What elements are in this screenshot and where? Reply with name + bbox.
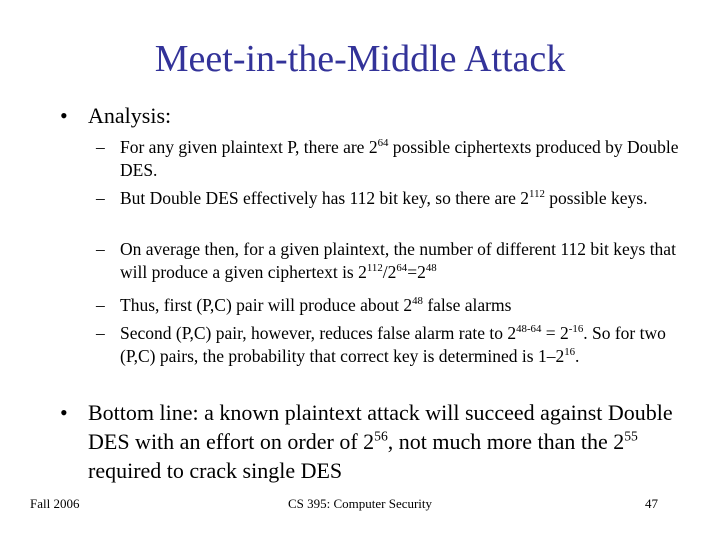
bullet-text: Bottom line: a known plaintext attack will succeed against Double DES with an effort on order of $2^{56}$, not much more than the $2^{55}$ required to crack single DES: [88, 400, 673, 483]
dash-marker: –: [96, 323, 105, 343]
subbullet-text: Second (P,C) pair, however, reduces false alarm rate to $2^{48-64} = 2^{-16}$. So for two (P,C) pairs, the probability that correct key is determined is $1-2^{16}$.: [120, 323, 666, 366]
subbullet-text: For any given plaintext P, there are $2^{64}$ possible ciphertexts produced by Double DES.: [120, 137, 679, 180]
bullet-marker: •: [60, 103, 68, 128]
subbullet-5: [96, 322, 696, 368]
subbullet-text: On average then, for a given plaintext, the number of different 112 bit keys that will produce a given ciphertext is $2^{112}/2^{64}=2^{48}$: [120, 239, 676, 282]
footer-page-number: 47: [645, 496, 658, 511]
bullet-analysis: [60, 101, 680, 130]
subbullet-4: [96, 294, 696, 317]
dash-marker: –: [96, 188, 105, 208]
bullet-text: Analysis:: [88, 103, 172, 128]
footer-course: CS 395: Computer Security: [287, 496, 433, 511]
bullet-bottom-line: [60, 398, 680, 485]
dash-marker: –: [96, 295, 105, 315]
subbullet-2: [96, 187, 696, 210]
subbullet-1: [96, 136, 696, 182]
dash-marker: –: [96, 239, 105, 259]
subbullet-3: [96, 238, 696, 284]
subbullet-text: But Double DES effectively has 112 bit key, so there are $2^{112}$ possible keys.: [120, 188, 648, 208]
dash-marker: –: [96, 137, 105, 157]
subbullet-text: Thus, first (P,C) pair will produce about $2^{48}$ false alarms: [120, 295, 512, 315]
bullet-marker: •: [60, 400, 68, 425]
footer-date: Fall 2006: [30, 496, 80, 511]
slide-title: Meet-in-the-Middle Attack: [154, 38, 566, 80]
